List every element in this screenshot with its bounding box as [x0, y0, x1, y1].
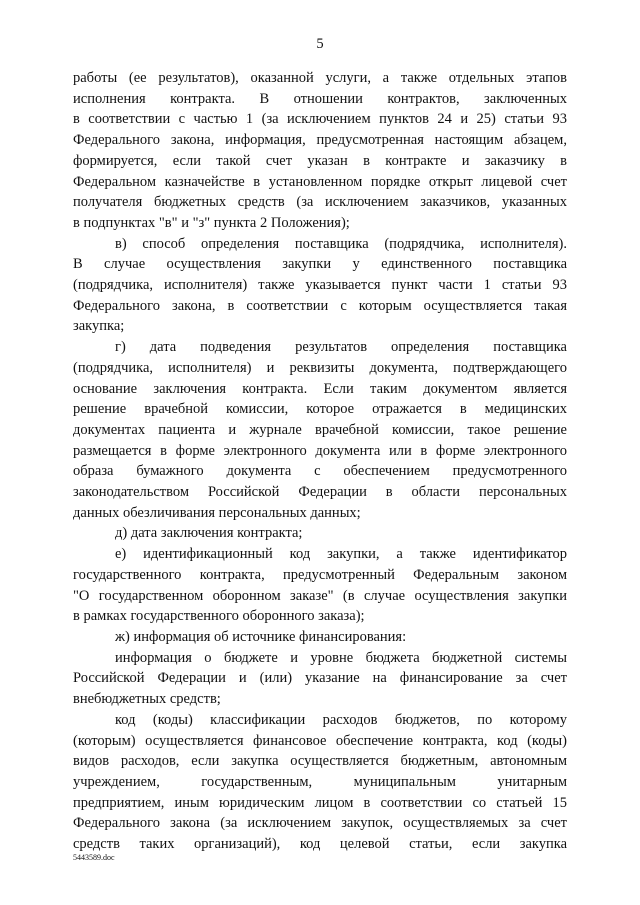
text-line: данных обезличивания персональных данных;	[73, 504, 361, 521]
text-line: "О государственном оборонном заказе" (в случае осуществления закупки	[73, 587, 567, 604]
text-line: В случае осуществления закупки у единственного поставщика	[73, 256, 567, 273]
text-line: документах пациента и журнале врачебной комиссии, такое решение	[73, 421, 567, 438]
paragraph	[73, 627, 567, 648]
page-number: 5	[316, 36, 324, 52]
text-line: Федерального закона, информация, предусмотренная настоящим абзацем,	[73, 132, 567, 149]
text-line: закупка;	[73, 318, 125, 335]
text-line: работы (ее результатов), оказанной услуги, а также отдельных этапов	[73, 70, 567, 86]
text-line: предприятием, иным юридическим лицом в соответствии со статьей 15	[73, 794, 567, 811]
paragraph	[73, 234, 567, 338]
text-line: в) способ определения поставщика (подрядчика, исполнителя).	[115, 235, 567, 252]
text-line: основание заключения контракта. Если таким документом является	[73, 380, 567, 397]
text-line: исполнения контракта. В отношении контрактов, заключенных	[73, 90, 567, 107]
text-line: государственного контракта, предусмотренный Федеральным законом	[73, 566, 567, 583]
text-line: средств таких организаций), код целевой статьи, если закупка	[73, 836, 567, 853]
document-filename: 5443589.doc	[73, 853, 115, 862]
paragraph	[73, 648, 567, 710]
text-line: в соответствии с частью 1 (за исключением пунктов 24 и 25) статьи 93	[73, 111, 567, 128]
text-line: Федерального закона, в соответствии с которым осуществляется такая	[73, 297, 567, 314]
document-body	[73, 68, 567, 855]
text-line: Федеральном казначействе в установленном порядке открыт лицевой счет	[73, 173, 567, 190]
paragraph	[73, 337, 567, 523]
text-line: г) дата подведения результатов определения поставщика	[115, 339, 567, 356]
text-line: видов расходов, если закупка осуществляется бюджетным, автономным	[73, 753, 567, 770]
paragraph	[73, 710, 567, 855]
paragraph	[73, 523, 567, 544]
text-line: (которым) осуществляется финансовое обеспечение контракта, код (коды)	[73, 732, 567, 749]
text-line: размещается в форме электронного документа или в форме электронного	[73, 442, 567, 459]
text-line: формируется, если такой счет указан в контракте и заказчику в	[73, 152, 567, 169]
text-line: Российской Федерации и (или) указание на финансирование за счет	[73, 670, 567, 687]
text-line: в рамках государственного оборонного заказа);	[73, 608, 365, 625]
text-line: (подрядчика, исполнителя) также указывается пункт части 1 статьи 93	[73, 277, 567, 294]
text-line: учреждением, государственным, муниципальным унитарным	[73, 773, 567, 790]
text-line: код (коды) классификации расходов бюджетов, по которому	[115, 711, 567, 728]
text-line: информация о бюджете и уровне бюджета бюджетной системы	[115, 649, 567, 666]
paragraph	[73, 68, 567, 234]
text-line: Федерального закона (за исключением закупок, осуществляемых за счет	[73, 815, 567, 832]
text-line: (подрядчика, исполнителя) и реквизиты документа, подтверждающего	[73, 359, 567, 376]
text-line: решение врачебной комиссии, которое отражается в медицинских	[73, 401, 567, 418]
text-line: законодательством Российской Федерации в области персональных	[73, 484, 567, 501]
text-line: ж) информация об источнике финансирования:	[115, 628, 407, 645]
text-line: образа бумажного документа с обеспечением предусмотренного	[73, 463, 567, 480]
text-line: внебюджетных средств;	[73, 691, 221, 708]
paragraph	[73, 544, 567, 627]
text-line: е) идентификационный код закупки, а также идентификатор	[115, 546, 567, 563]
text-line: получателя бюджетных средств (за исключением заказчиков, указанных	[73, 194, 567, 211]
text-line: д) дата заключения контракта;	[115, 525, 303, 542]
text-line: в подпунктах "в" и "з" пункта 2 Положения);	[73, 214, 350, 231]
